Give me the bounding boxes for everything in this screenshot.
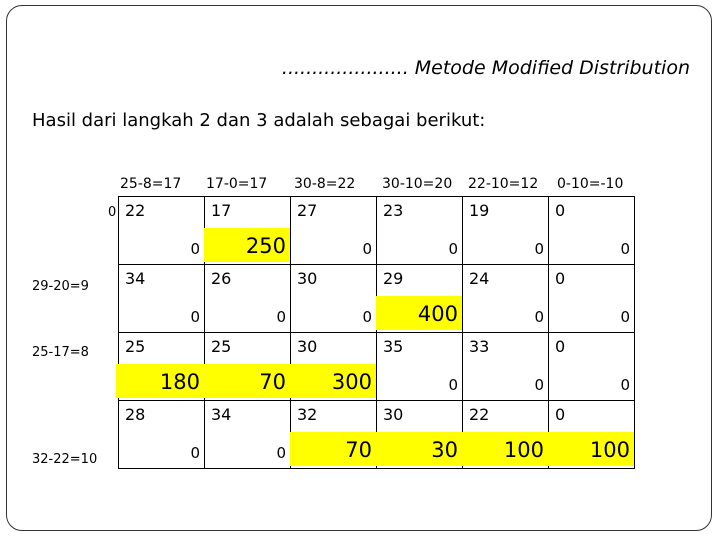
cost-value: 25 (211, 337, 232, 356)
table-cell (463, 197, 549, 265)
slide-subtitle: Hasil dari langkah 2 dan 3 adalah sebagai berikut: (32, 110, 486, 131)
allocation-value: 0 (190, 240, 200, 258)
cost-value: 32 (297, 405, 318, 424)
table-cell (377, 333, 463, 401)
allocation-value: 30 (431, 438, 458, 462)
allocation-value: 0 (534, 240, 544, 258)
table-cell (205, 333, 291, 401)
column-header: 30-10=20 (382, 176, 453, 192)
allocation-value: 0 (448, 376, 458, 394)
row-label: 29-20=9 (32, 279, 89, 294)
cost-value: 0 (555, 405, 566, 424)
table-cell (119, 265, 205, 333)
allocation-value: 250 (245, 234, 286, 258)
cost-value: 22 (125, 201, 146, 220)
table-cell (205, 401, 291, 469)
table-cell (377, 197, 463, 265)
column-header: 0-10=-10 (557, 176, 624, 192)
allocation-value: 0 (620, 308, 630, 326)
cost-value: 30 (297, 337, 318, 356)
cost-value: 19 (469, 201, 490, 220)
allocation-value: 0 (362, 240, 372, 258)
table-row (119, 401, 635, 469)
cost-value: 0 (555, 269, 566, 288)
table-cell (291, 401, 377, 469)
column-header: 22-10=12 (468, 176, 539, 192)
allocation-value: 0 (190, 444, 200, 462)
cost-value: 22 (469, 405, 490, 424)
cost-value: 0 (555, 337, 566, 356)
cost-value: 30 (383, 405, 404, 424)
table-cell (291, 333, 377, 401)
allocation-value: 180 (159, 370, 200, 394)
row-label: 32-22=10 (32, 452, 98, 467)
table-cell (291, 265, 377, 333)
cost-value: 28 (125, 405, 146, 424)
allocation-value: 70 (345, 438, 372, 462)
cost-value: 34 (211, 405, 232, 424)
table-cell (377, 401, 463, 469)
table-cell (205, 197, 291, 265)
row-label: 25-17=8 (32, 345, 89, 360)
table-cell (463, 401, 549, 469)
table-cell (463, 265, 549, 333)
table-cell (549, 401, 635, 469)
table-cell (549, 197, 635, 265)
allocation-value: 0 (534, 376, 544, 394)
table-row (119, 197, 635, 265)
cost-value: 23 (383, 201, 404, 220)
table-cell (119, 333, 205, 401)
allocation-value: 100 (503, 438, 544, 462)
table-cell (377, 265, 463, 333)
allocation-value: 70 (259, 370, 286, 394)
allocation-value: 300 (331, 370, 372, 394)
allocation-value: 0 (448, 240, 458, 258)
table-cell (549, 265, 635, 333)
cost-value: 26 (211, 269, 232, 288)
allocation-value: 100 (589, 438, 630, 462)
table-row (119, 265, 635, 333)
allocation-value: 0 (276, 308, 286, 326)
allocation-value: 0 (620, 376, 630, 394)
cost-value: 29 (383, 269, 404, 288)
column-header: 30-8=22 (294, 176, 356, 192)
cost-value: 0 (555, 201, 566, 220)
slide-title: ..................... Metode Modified Distribution (281, 57, 690, 79)
transportation-table (118, 196, 635, 469)
cost-value: 17 (211, 201, 232, 220)
allocation-value: 0 (276, 444, 286, 462)
table-cell (205, 265, 291, 333)
column-header: 25-8=17 (120, 176, 182, 192)
allocation-value: 0 (534, 308, 544, 326)
cost-value: 25 (125, 337, 146, 356)
allocation-value: 0 (362, 308, 372, 326)
table-cell (119, 401, 205, 469)
cost-value: 33 (469, 337, 490, 356)
table-cell (463, 333, 549, 401)
table-cell (291, 197, 377, 265)
cost-value: 30 (297, 269, 318, 288)
allocation-value: 0 (620, 240, 630, 258)
cost-value: 34 (125, 269, 146, 288)
row-label: 0 (108, 205, 117, 220)
table-row (119, 333, 635, 401)
allocation-value: 400 (417, 302, 458, 326)
cost-value: 35 (383, 337, 404, 356)
cost-value: 27 (297, 201, 318, 220)
cost-value: 24 (469, 269, 490, 288)
table-cell (119, 197, 205, 265)
column-header: 17-0=17 (206, 176, 268, 192)
table-cell (549, 333, 635, 401)
allocation-value: 0 (190, 308, 200, 326)
